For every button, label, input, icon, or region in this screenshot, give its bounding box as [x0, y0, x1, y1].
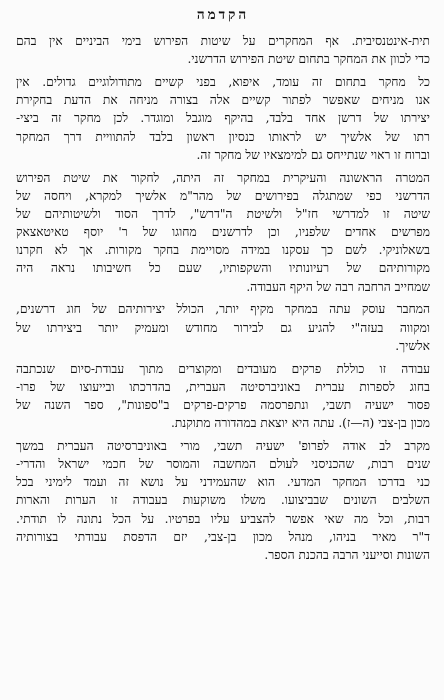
text-line: הדרשני כפי שמתגלה בפירושים של מהר"מ אלשיך למקרא, ויחסה של — [16, 188, 430, 203]
text-line: בחוג לספרות עברית באוניברסיטה העברית, בהדרכתו ובייעוצו של פרו- — [16, 379, 430, 394]
text-line: ומקווה בעזה"י להגיע גם לבירור מחודש ומעמיק יותר ביצירתו של — [16, 320, 430, 335]
text-line: רבות, וכל מה שאי אפשר להצביע עליו בפרטיו. על הכל נתונה לו תודתי. — [16, 511, 430, 526]
paragraph — [16, 300, 430, 355]
text-line: מקרב לב אודה לפרופ' ישעיה תשבי, מורי באוניברסיטה העברית במשך — [16, 438, 430, 453]
text-line: יצירתו של דרשן אחד בלבד, בהיקף מוגבל ומוגדר. לכן מחקר זה ביצי- — [16, 111, 430, 126]
text-line: רתו של אלשיך יש לראותו כנסיון ראשון בלבד להתוויית דרך המחקר — [16, 129, 430, 144]
text-line: בשאלוניקי. לשם כך עסקנו במידה מסויימת בחקר מקורות. אך לא חקרנו — [16, 243, 430, 258]
text-line: מפרשים אחדים שלפניו, וכן לדרשנים מחוגו של ר' יוסף טאיטאצאק — [16, 225, 430, 240]
text-line: כל מחקר בתחום זה עומד, איפוא, בפני קשיים מתודולוגיים גדולים. אין — [16, 74, 430, 89]
text-line: שנים רבות, שהכניסני לעולם המחשבה והמוסר של חכמי ישראל והדרי- — [16, 457, 430, 472]
text-line: כדי לכוון את המחקר בתחום שיטת הפירוש הדרשני. — [187, 52, 430, 67]
paragraph — [16, 32, 430, 68]
paragraph — [16, 360, 430, 433]
text-line: ד"ר מאיר בניהו, מנהל מכון בן-צבי, יזם הדפסת עבודתי בצורותיה — [16, 529, 430, 544]
document-body — [16, 32, 430, 564]
text-line: כני בדרכו המחקר המדעי. הוא שהעמידני על נושא זה ועמד לימיני בכל — [16, 475, 430, 490]
text-line: שמחייב הרחבה רבה של היקף העבודה. — [246, 279, 430, 294]
paragraph — [16, 73, 430, 164]
paragraph — [16, 169, 430, 296]
page-title: הקדמה — [196, 7, 250, 23]
text-line: השלבים השונים שבביצועו. משלו משוקעות בעבודה זו הערות והארות — [16, 493, 430, 508]
text-line: מכון בן-צבי (ה—ז). עתה היא יוצאת במהדורה מתוקנת. — [170, 416, 430, 431]
text-line: וברוח זו ראוי שנתייחס גם למימצאיו של מחקר זה. — [196, 147, 430, 162]
text-line: פסור ישעיה תשבי, ונתפרסמה פרקים-פרקים ב"ספונות", ספר השנה של — [16, 397, 430, 412]
text-line: השונות וסייעני הרבה בהכנת הספר. — [264, 548, 430, 563]
text-line: עבודה זו כוללת פרקים מעובדים ומקוצרים מתוך עבודת-סיום שנכתבה — [16, 361, 430, 376]
text-line: המטרה הראשונה והעיקרית במחקר זה היתה, לחקור את שיטת הפירוש — [16, 170, 430, 185]
paragraph — [16, 437, 430, 564]
text-line: שיטה זו למדרשי חז"ל ולשיטת ה"דרש", לדרך הסוד ולשיטותיהם של — [16, 206, 430, 221]
text-line: המחבר עוסק עתה במחקר מקיף יותר, הכולל יצירותיהם של חוג דרשנים, — [16, 302, 430, 317]
text-line: מקורותיהם של רעיונותיו והשקפותיו, שעם כל חשיבותו נראה היה — [16, 261, 430, 276]
text-line: אנו מניחים שאפשר לפתור קשיים אלה בצורה מניחה את הדעת בחקירת — [16, 93, 430, 108]
text-line: אלשיך. — [395, 338, 430, 353]
text-line: תית-אינטנסיבית. אף המחקרים על שיטות הפירוש בימי הביניים אין בהם — [16, 34, 430, 48]
